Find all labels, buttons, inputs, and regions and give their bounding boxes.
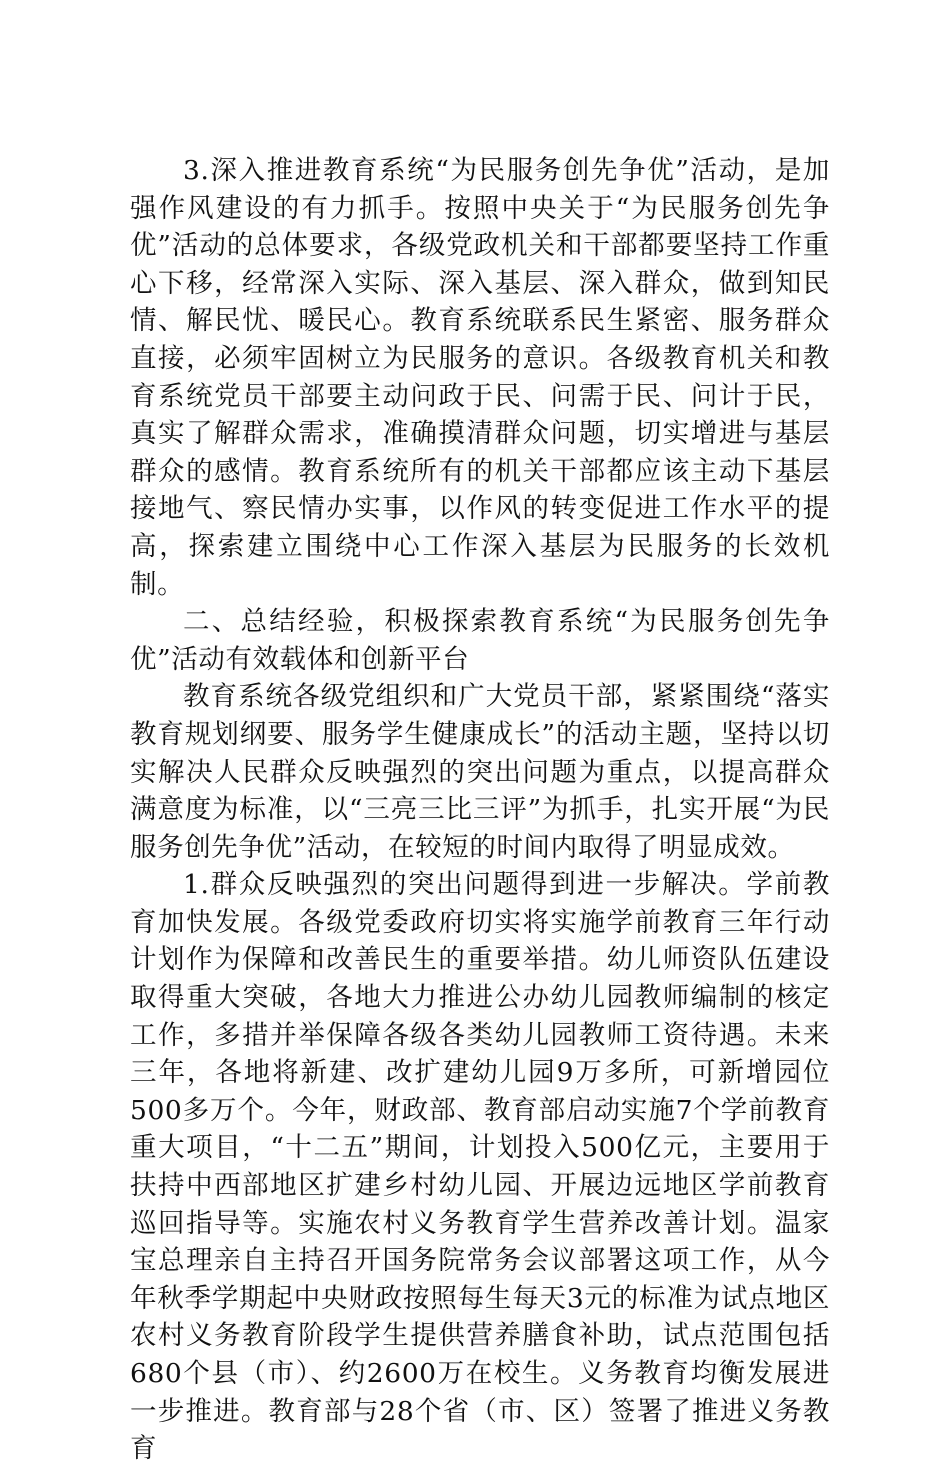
paragraph-problems-solved: 1.群众反映强烈的突出问题得到进一步解决。学前教育加快发展。各级党委政府切实将实施学前教育三年行动计划作为保障和改善民生的重要举措。幼儿师资队伍建设取得重大突破，各地大力推进公办幼儿园教师编制的核定工作，多措并举保障各级各类幼儿园教师工资待遇。未来三年，各地将新建、改扩建幼儿园9万多所，可新增园位500多万个。今年，财政部、教育部启动实施7个学前教育重大项目，“十二五”期间，计划投入500亿元，主要用于扶持中西部地区扩建乡村幼儿园、开展边远地区学前教育巡回指导等。实施农村义务教育学生营养改善计划。温家宝总理亲自主持召开国务院常务会议部署这项工作，从今年秋季学期起中央财政按照每生每天3元的标准为试点地区农村义务教育阶段学生提供营养膳食补助，试点范围包括680个县（市）、约2600万在校生。义务教育均衡发展进一步推进。教育部与28个省（市、区）签署了推进义务教育 [130,869,830,1465]
paragraph-activity-summary: 教育系统各级党组织和广大党员干部，紧紧围绕“落实教育规划纲要、服务学生健康成长”的活动主题，坚持以切实解决人民群众反映强烈的突出问题为重点，以提高群众满意度为标准，以“三亮三比三评”为抓手，扎实开展“为民服务创先争优”活动，在较短的时间内取得了明显成效。 [130,681,830,863]
document-body [130,152,830,1468]
section-heading-two: 二、总结经验，积极探索教育系统“为民服务创先争优”活动有效载体和创新平台 [130,606,830,675]
paragraph-work-style: 3.深入推进教育系统“为民服务创先争优”活动，是加强作风建设的有力抓手。按照中央关于“为民服务创先争优”活动的总体要求，各级党政机关和干部都要坚持工作重心下移，经常深入实际、深入基层、深入群众，做到知民情、解民忧、暖民心。教育系统联系民生紧密、服务群众直接，必须牢固树立为民服务的意识。各级教育机关和教育系统党员干部要主动问政于民、问需于民、问计于民，真实了解群众需求，准确摸清群众问题，切实增进与基层群众的感情。教育系统所有的机关干部都应该主动下基层接地气、察民情办实事，以作风的转变促进工作水平的提高，探索建立围绕中心工作深入基层为民服务的长效机制。 [130,155,830,600]
